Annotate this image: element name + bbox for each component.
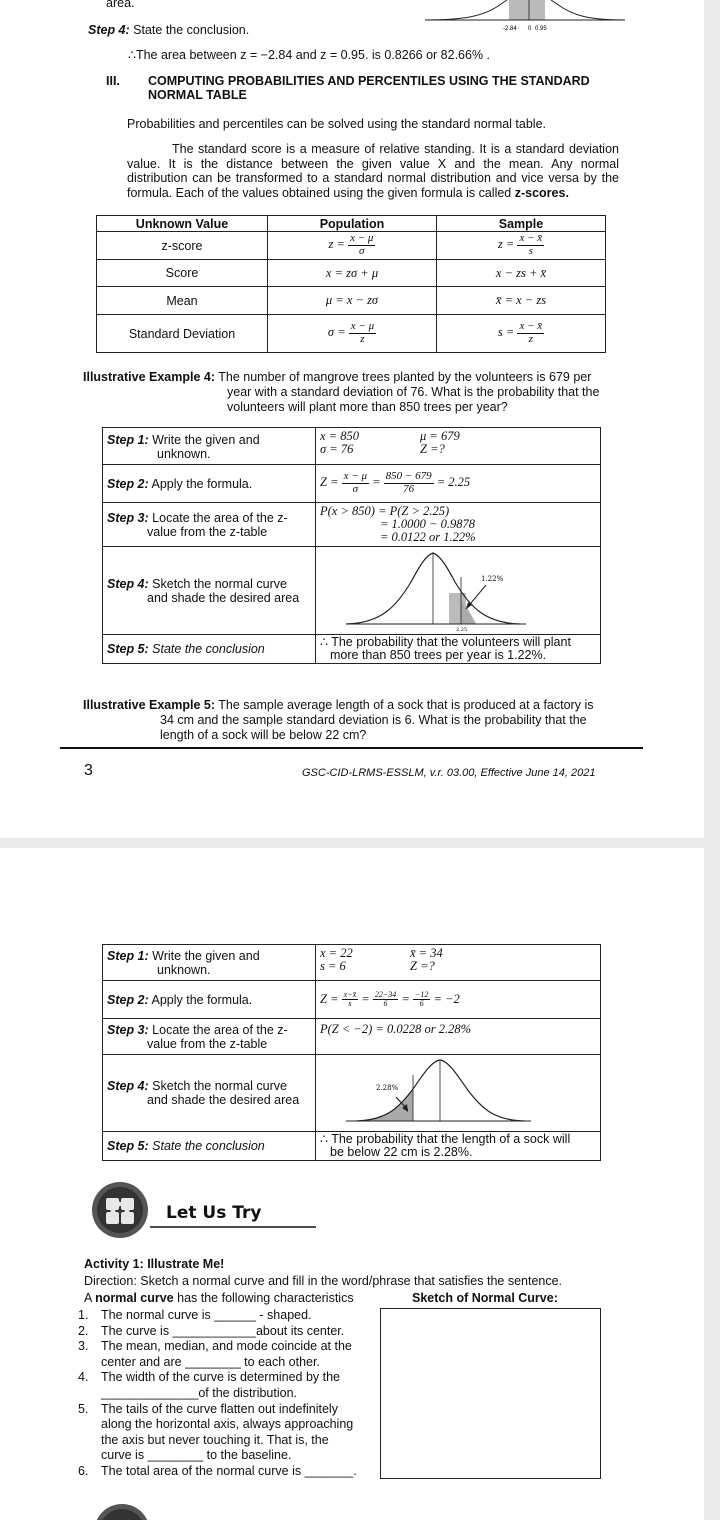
formula-denominator: σ [359, 245, 365, 257]
step-number: Step 4: [107, 576, 149, 591]
row-label: Mean [97, 287, 268, 315]
conclusion-line: ∴ The probability that the volunteers will plant [320, 635, 571, 649]
step-row [103, 547, 601, 635]
step-label [103, 465, 316, 503]
list-item [78, 1339, 378, 1370]
step-label [103, 635, 316, 664]
item-line: ______________of the distribution. [101, 1385, 297, 1400]
step-row [103, 428, 601, 465]
formula-lhs: Z = [320, 991, 339, 1006]
row-label: Score [97, 260, 268, 287]
given-value: μ = 679 [420, 429, 460, 443]
step-number: Step 3: [107, 510, 149, 525]
item-line: center and are ________ to each other. [101, 1354, 320, 1369]
formula-denominator: s [348, 999, 352, 1008]
step-text: Write the given and [152, 433, 260, 447]
formula-denominator: s [528, 245, 533, 257]
probability-line: = 1.0000 − 0.9878 [380, 517, 475, 531]
tick-label: 0.95 [535, 26, 547, 32]
example-5-problem [83, 698, 623, 743]
activity-title: Activity 1: Illustrate Me! [84, 1257, 225, 1271]
item-number: 3. [78, 1339, 89, 1354]
paragraph-text: formula. Each of the values obtained using the given formula is called [127, 185, 515, 200]
standard-score-paragraph [127, 142, 619, 200]
given-value: x = 850 [320, 429, 359, 443]
percent-label: 1.22% [481, 575, 504, 583]
formula-lhs: σ = [327, 325, 346, 340]
step-text: Apply the formula. [151, 992, 253, 1007]
step-label [103, 1055, 316, 1132]
formula-denominator: 6 [419, 999, 424, 1008]
formula-numerator: −12 [414, 989, 429, 999]
step-label [103, 428, 316, 465]
footer-rule [60, 747, 643, 749]
step-work [316, 465, 601, 503]
step-label [103, 503, 316, 547]
step-text: Locate the area of the z- [152, 1022, 288, 1037]
step-number: Step 3: [107, 1022, 149, 1037]
step-work [316, 635, 601, 664]
formula-denominator: σ [352, 483, 359, 495]
step-label [103, 981, 316, 1019]
list-item [78, 1464, 378, 1480]
column-header: Sample [437, 216, 606, 232]
given-value: x = 22 [320, 946, 353, 960]
step-label [103, 1132, 316, 1161]
step-row [103, 1132, 601, 1161]
sample-formula [437, 232, 606, 260]
step-work [316, 547, 601, 635]
tick-label: 2.25 [456, 627, 468, 631]
item-line: curve is ________ to the baseline. [101, 1448, 292, 1463]
column-header: Population [268, 216, 437, 232]
paragraph-line-last [127, 186, 619, 201]
step-text: Sketch the normal curve [152, 576, 287, 591]
sample-formula: x̄ = x − zs [437, 287, 606, 315]
section-title-line: NORMAL TABLE [148, 88, 247, 102]
step-label [103, 1019, 316, 1055]
normal-curve-intro [84, 1291, 354, 1305]
step-row [103, 945, 601, 981]
paragraph-line: The standard score is a measure of relative standing. It is a standard deviation [172, 142, 619, 156]
item-line: The tails of the curve flatten out indefinitely [101, 1401, 338, 1416]
table-row [97, 260, 606, 287]
item-text [101, 1339, 352, 1370]
population-formula [268, 315, 437, 353]
unknown-value: Z =? [420, 442, 445, 456]
step-number: Step 2: [107, 992, 149, 1007]
step-work: Z = $\frac{x-x̄}{s}$ = $\frac{22-34}{6}$ = $\frac{-12}{6}$ = −2 [316, 981, 601, 1019]
formula-numerator: 22−34 [374, 989, 397, 999]
item-number: 5. [78, 1401, 89, 1416]
row-label: z-score [97, 232, 268, 260]
step-text: State the conclusion [152, 1139, 265, 1153]
table-header-row [97, 216, 606, 232]
list-item [78, 1308, 378, 1324]
step-text: Write the given and [152, 949, 260, 963]
formula-numerator: 850 − 679 [385, 470, 432, 483]
step-text: value from the z-table [147, 524, 268, 539]
step4-conclusion-line [88, 23, 249, 37]
item-text: The normal curve is ______ - shaped. [101, 1308, 312, 1322]
formula-numerator: x − μ [350, 232, 374, 245]
normal-curve-sketch [316, 547, 586, 631]
previous-normal-curve-sketch [425, 0, 625, 34]
step-text: and shade the desired area [147, 590, 300, 605]
step-text: and shade the desired area [147, 1093, 300, 1107]
step-number: Step 5: [107, 642, 149, 656]
formula-denominator: 6 [383, 999, 388, 1008]
footer-code: GSC-CID-LRMS-ESSLM, v.r. 03.00, Effective June 14, 2021 [302, 767, 596, 779]
conclusion-line: be below 22 cm is 2.28%. [330, 1145, 473, 1159]
formula-numerator: x − x̄ [519, 232, 543, 245]
next-section-badge-partial [86, 1502, 166, 1520]
example-text: year with a standard deviation of 76. What is the probability that the [227, 385, 600, 399]
formula-numerator: x−x̄ [343, 989, 357, 999]
paragraph-line: value. It is the distance between the given value X and the mean. Any normal [127, 156, 619, 171]
step-row [103, 503, 601, 547]
list-item [78, 1370, 378, 1401]
intro-bold: normal curve [95, 1291, 174, 1305]
step-row [103, 465, 601, 503]
activity-direction: Direction: Sketch a normal curve and fill in the word/phrase that satisfies the sentence. [84, 1274, 563, 1288]
example-5-steps-table [102, 944, 601, 1161]
example-text: The number of mangrove trees planted by the volunteers is 679 per [218, 370, 592, 384]
population-formula: x = zσ + μ [268, 260, 437, 287]
step-text: State the conclusion [152, 642, 265, 656]
top-fragment-text: area. [106, 0, 135, 10]
lets-try-heading: Let Us Try [166, 1203, 262, 1223]
example-label: Illustrative Example 5: [83, 698, 216, 712]
unknown-value: Z =? [410, 959, 435, 973]
step-row [103, 1019, 601, 1055]
z-score-formula-table [96, 215, 606, 353]
step-row [103, 1055, 601, 1132]
example-text: volunteers will plant more than 850 trees per year? [227, 400, 508, 414]
item-number: 1. [78, 1308, 89, 1322]
probability-line: = 0.0122 or 1.22% [380, 530, 476, 544]
step-label [103, 945, 316, 981]
item-number: 2. [78, 1323, 89, 1338]
intro-text: A [84, 1291, 96, 1305]
previous-conclusion: ∴The area between z = −2.84 and z = 0.95. is 0.8266 or 82.66% . [128, 48, 491, 62]
item-text [101, 1402, 353, 1464]
item-text: The total area of the normal curve is _______. [101, 1463, 357, 1478]
formula-denominator: z [528, 333, 533, 345]
formula-result: = 2.25 [436, 475, 471, 490]
given-value: x̄ = 34 [410, 946, 443, 960]
sample-formula [437, 315, 606, 353]
step-text: value from the z-table [147, 1036, 268, 1051]
step-work [316, 1132, 601, 1161]
row-label: Standard Deviation [97, 315, 268, 353]
item-number: 4. [78, 1370, 89, 1385]
step-number: Step 4: [107, 1079, 149, 1093]
formula-numerator: x − x̄ [519, 320, 543, 333]
sketch-answer-box[interactable] [380, 1308, 601, 1479]
step-text: Locate the area of the z- [152, 510, 288, 525]
paragraph-line: distribution can be transformed to a standard normal distribution and vice versa by the [127, 171, 619, 185]
tick-label: 0 [528, 26, 532, 32]
example-4-steps-table [102, 427, 601, 664]
item-line: the axis but never touching it. That is, the [101, 1432, 329, 1447]
step-number: Step 2: [107, 476, 149, 491]
section-title-line: COMPUTING PROBABILITIES AND PERCENTILES USING THE STANDARD [148, 74, 590, 88]
item-text: The curve is ____________about its center. [101, 1323, 345, 1338]
formula-result: = −2 [433, 991, 460, 1006]
example-text: length of a sock will be below 22 cm? [160, 728, 367, 742]
percent-label: 2.28% [376, 1084, 399, 1092]
step-work [316, 428, 601, 465]
item-text [101, 1370, 340, 1401]
paragraph-bold-term: z-scores. [514, 185, 569, 200]
column-header: Unknown Value [97, 216, 268, 232]
formula-numerator: x − μ [343, 470, 367, 483]
step-row [103, 981, 601, 1019]
step-number: Step 1: [107, 433, 149, 447]
formula-lhs: z = [497, 237, 515, 252]
step-number: Step 1: [107, 949, 149, 963]
example-text: The sample average length of a sock that is produced at a factory is [218, 698, 594, 712]
step-work [316, 503, 601, 547]
formula-numerator: x − μ [350, 320, 375, 333]
section-title [148, 74, 590, 102]
document-page-2 [0, 848, 704, 1520]
step-label [103, 547, 316, 635]
formula-lhs: z = [328, 237, 345, 252]
formula-denominator: z [360, 333, 365, 345]
step-number: Step 5: [107, 1139, 149, 1153]
normal-curve-sketch [316, 1055, 586, 1128]
example-4-problem [83, 370, 623, 415]
list-item [78, 1402, 378, 1464]
equals-sign: = [372, 475, 381, 490]
list-item [78, 1324, 378, 1340]
intro-text: Probabilities and percentiles can be solved using the standard normal table. [127, 117, 547, 131]
population-formula [268, 232, 437, 260]
table-row [97, 315, 606, 353]
table-row [97, 232, 606, 260]
example-label: Illustrative Example 4: [83, 370, 216, 384]
conclusion-line: ∴ The probability that the length of a sock will [320, 1132, 571, 1146]
tick-label: -2.84 [503, 26, 517, 32]
example-text: 34 cm and the sample standard deviation is 6. What is the probability that the [160, 713, 587, 727]
step-work: P(Z < −2) = 0.0228 or 2.28% [316, 1019, 601, 1055]
item-line: The mean, median, and mode coincide at the [101, 1339, 352, 1354]
page-number: 3 [84, 762, 93, 779]
step4-text: State the conclusion. [133, 23, 250, 37]
table-row [97, 287, 606, 315]
step4-label: Step 4: [88, 23, 130, 37]
step-text: unknown. [157, 447, 211, 461]
step-work [316, 945, 601, 981]
conclusion-line: more than 850 trees per year is 1.22%. [330, 648, 547, 662]
step-text: Sketch the normal curve [152, 1079, 287, 1093]
step-work [316, 1055, 601, 1132]
formula-lhs: s = [497, 325, 515, 340]
step-text: unknown. [157, 963, 211, 977]
given-value: s = 6 [320, 959, 346, 973]
step-text: Apply the formula. [151, 476, 253, 491]
given-value: σ = 76 [320, 442, 354, 456]
step-row [103, 635, 601, 664]
sample-formula: x − zs + x̄ [437, 260, 606, 287]
section-number: III. [106, 74, 120, 88]
shaded-area [509, 0, 545, 20]
probability-line: P(x > 850) = P(Z > 2.25) [320, 504, 450, 518]
characteristics-list [78, 1308, 378, 1480]
item-line: The width of the curve is determined by the [101, 1370, 341, 1385]
sketch-label: Sketch of Normal Curve: [412, 1291, 558, 1305]
item-line: along the horizontal axis, always approaching [101, 1417, 354, 1432]
item-number: 6. [78, 1463, 89, 1478]
intro-text: has the following characteristics [173, 1291, 354, 1305]
population-formula: μ = x − zσ [268, 287, 437, 315]
formula-denominator: 76 [403, 483, 415, 495]
formula-lhs: Z = [320, 475, 339, 490]
